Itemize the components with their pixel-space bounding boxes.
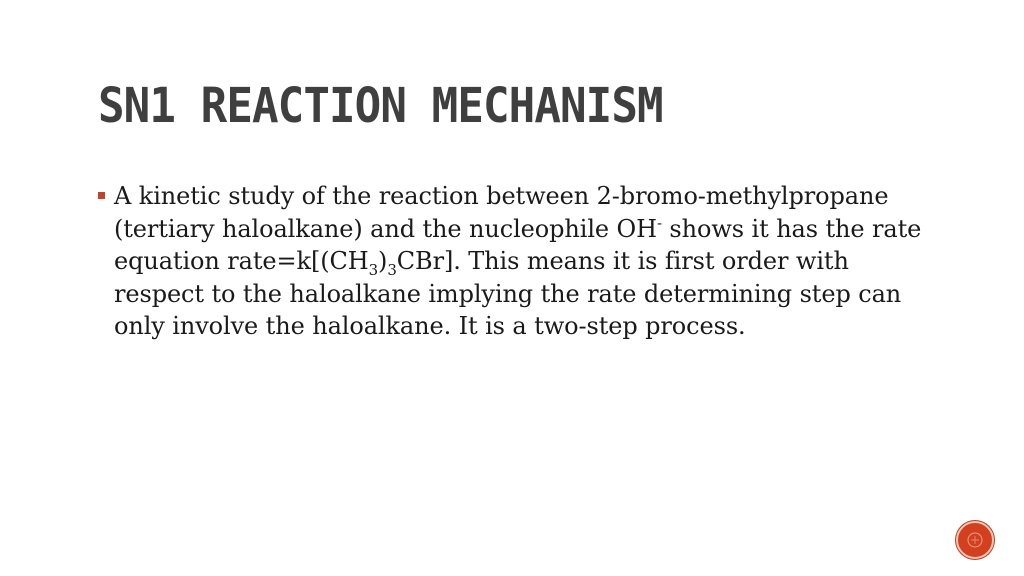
slide-navigation-button[interactable] xyxy=(956,521,994,559)
bullet-paragraph xyxy=(98,180,928,343)
slide-margin xyxy=(0,0,11,576)
slide-title: SN1 REACTION MECHANISM xyxy=(98,78,663,134)
subscript-methyl-count: 3 xyxy=(368,260,379,279)
bullet-text-part-3: ) xyxy=(378,247,388,275)
slide-navigation-icon xyxy=(965,530,985,550)
charge-superscript: - xyxy=(656,213,662,232)
slide-body xyxy=(98,180,928,343)
subscript-group-count: 3 xyxy=(387,260,397,279)
bullet-text-part-1: A kinetic study of the reaction between 2-bromo-methylpropane (tertiary haloalkane) and the nucleophile OH xyxy=(114,182,889,243)
bullet-text-part-2: shows it has the rate equation rate=k[(CH xyxy=(114,214,922,275)
bullet-text-part-4: CBr]. This means it is first order with respect to the haloalkane implying the rate determining step can only involve the haloalkane. It is a two-step process. xyxy=(114,247,902,340)
square-bullet-icon xyxy=(98,192,105,199)
